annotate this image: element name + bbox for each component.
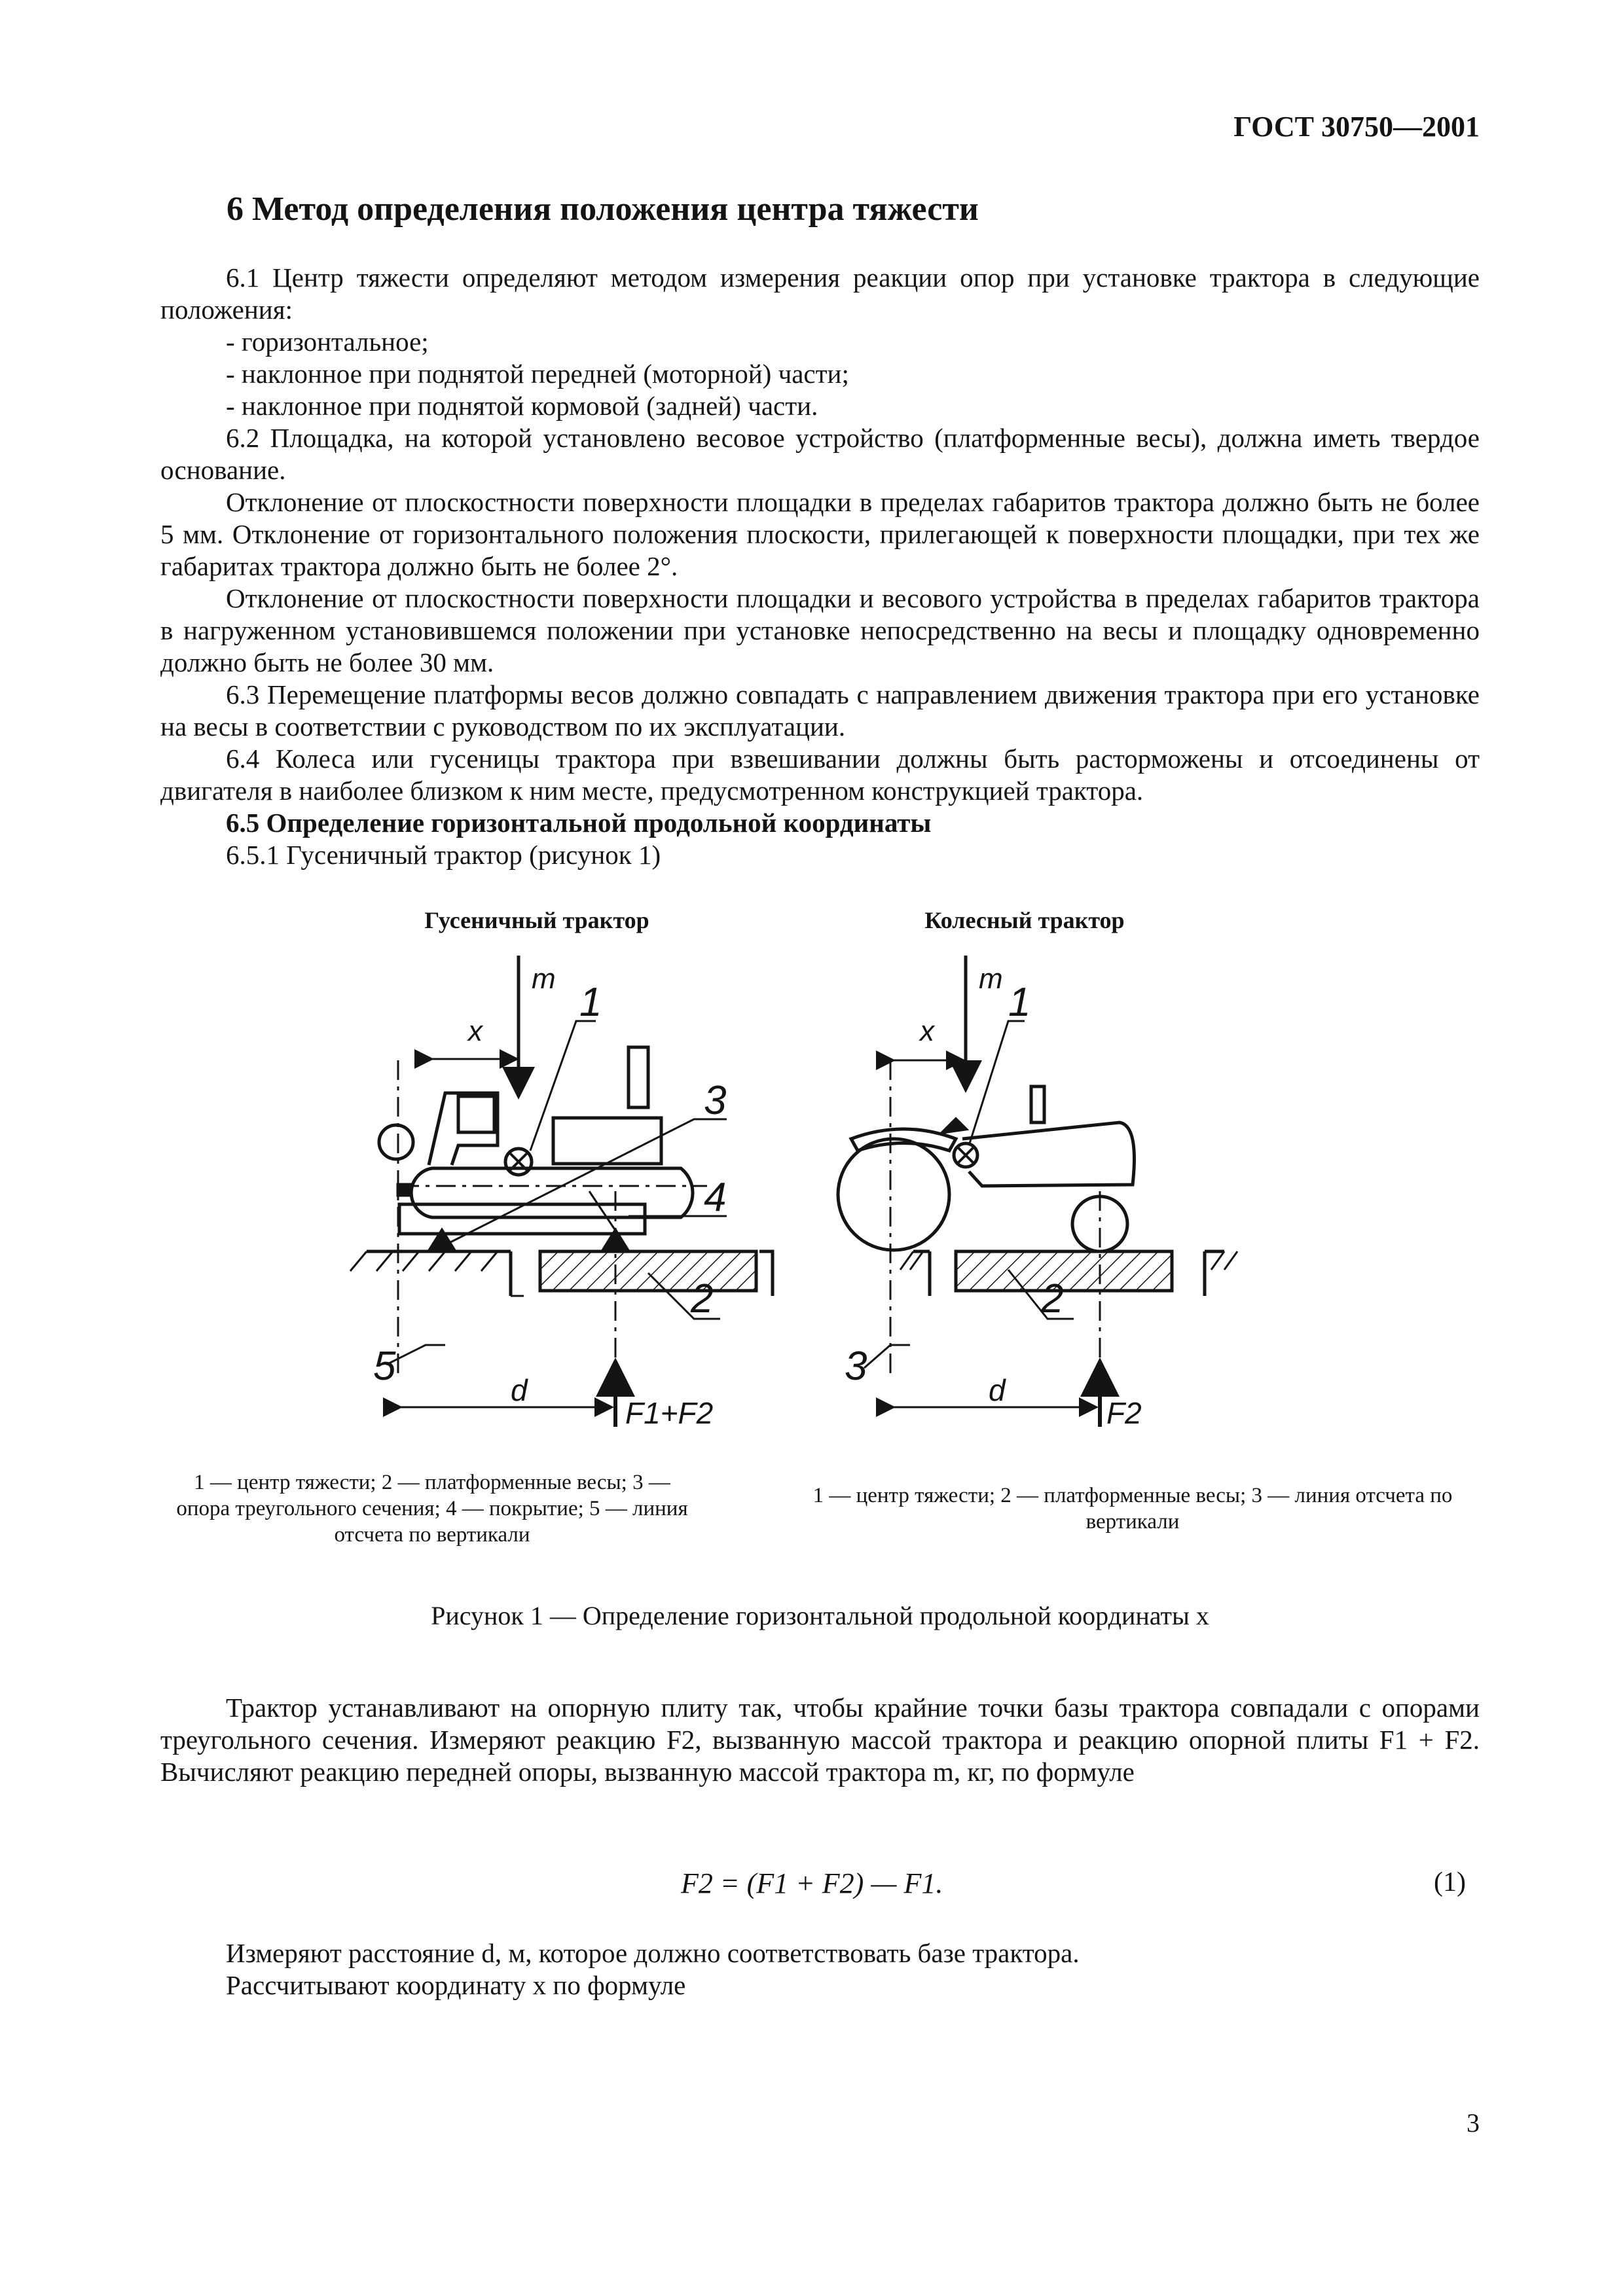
paragraph-after-figure: Трактор устанавливают на опорную плиту так, чтобы крайние точки базы трактора совпадали с опорами треугольного сечения. Измеряют реакцию F2, вызванную массой трактора и реакцию опорной плиты F1 + F2. Вычисляют реакцию передней опоры, вызванную массой трактора m, кг, по формуле: [160, 1693, 1480, 1787]
subsection-6-5-title: 6.5 Определение горизонтальной продольной координаты: [226, 808, 932, 838]
paragraph-6-2: 6.2 Площадка, на которой установлено весовое устройство (платформенные весы), должна иметь твердое основание.: [160, 423, 1480, 485]
rear-wheel: [379, 1125, 413, 1159]
label-x: x: [468, 1015, 483, 1047]
formula-number: (1): [1434, 1867, 1466, 1897]
body-text-final: [160, 1937, 1480, 2001]
figure-right-title: Колесный трактор: [924, 907, 1125, 933]
figure-1-drawing: [0, 942, 1623, 1453]
label-m: m: [532, 963, 556, 995]
label-3: 3: [704, 1078, 727, 1123]
crawler-body: [411, 1168, 693, 1217]
tractor-hood: [962, 1122, 1135, 1186]
label-3: 3: [845, 1344, 867, 1389]
paragraph-6-4: 6.4 Колеса или гусеницы трактора при взвешивании должны быть расторможены и отсоединены от двигателя в наиболее близком к ним месте, предусмотренном конструкцией трактора.: [160, 744, 1480, 806]
paragraph-6-5-1: 6.5.1 Гусеничный трактор (рисунок 1): [226, 840, 661, 870]
label-d: d: [511, 1373, 528, 1407]
body-text-lower: [160, 1692, 1480, 1788]
section-title: 6 Метод определения положения центра тяжести: [227, 190, 979, 228]
rear-wheel: [838, 1139, 949, 1250]
paragraph-6-2-c: Отклонение от плоскостности поверхности площадки и весового устройства в пределах габаритов трактора в нагруженном установившемся положении при установке непосредственно на весы и площадку одновременно должно быть не более 30 мм.: [160, 583, 1480, 677]
formula-1: F2 = (F1 + F2) — F1.: [681, 1867, 943, 1899]
wheeled-tractor-diagram: [838, 956, 1237, 1427]
platform-scales: [540, 1251, 756, 1291]
page-number: 3: [1467, 2108, 1480, 2138]
platform-scales: [956, 1251, 1172, 1291]
label-f1-f2: F1+F2: [625, 1396, 714, 1430]
label-f2: F2: [1106, 1396, 1142, 1430]
label-m: m: [979, 963, 1003, 995]
document-code: ГОСТ 30750—2001: [1233, 111, 1480, 143]
label-x: x: [920, 1015, 934, 1047]
list-item: - наклонное при поднятой кормовой (задней) части.: [226, 391, 818, 421]
engine-hood: [553, 1118, 661, 1164]
label-1: 1: [1008, 980, 1031, 1025]
label-2: 2: [691, 1276, 714, 1321]
figure-right-legend: 1 — центр тяжести; 2 — платформенные весы; 3 — линия отсчета по вертикали: [812, 1484, 1453, 1534]
label-2: 2: [1041, 1276, 1064, 1321]
crawler-labels: [373, 963, 726, 1430]
label-1: 1: [579, 980, 602, 1025]
exhaust-pipe: [1031, 1086, 1044, 1122]
body-text-upper: [160, 262, 1480, 871]
paragraph-measure-d: Измеряют расстояние d, м, которое должно соответствовать базе трактора.: [226, 1938, 1080, 1968]
label-d: d: [989, 1373, 1006, 1407]
list-item: - горизонтальное;: [226, 327, 429, 357]
paragraph-6-3: 6.3 Перемещение платформы весов должно совпадать с направлением движения трактора при его установке на весы в соответствии с руководством по их эксплуатации.: [160, 679, 1480, 742]
exhaust-pipe: [629, 1047, 648, 1107]
label-4: 4: [704, 1175, 727, 1220]
paragraph-6-1: 6.1 Центр тяжести определяют методом измерения реакции опор при установке трактора в следующие положения:: [160, 262, 1480, 325]
paragraph-6-2-b: Отклонение от плоскостности поверхности площадки в пределах габаритов трактора должно быть не более 5 мм. Отклонение от горизонтального положения плоскости, прилегающей к поверхности площадки, при тех же габаритах трактора должно быть не более 2°.: [160, 487, 1480, 581]
cab: [429, 1093, 498, 1165]
paragraph-calc-x: Рассчитывают координату x по формуле: [226, 1970, 686, 2000]
figure-left-legend: 1 — центр тяжести; 2 — платформенные весы; 3 — опора треугольного сечения; 4 — покрытие; 5 — линия отсчета по вертикали: [176, 1471, 688, 1547]
figure-left-title: Гусеничный трактор: [424, 907, 649, 933]
list-item: - наклонное при поднятой передней (моторной) части;: [226, 359, 849, 389]
figure-caption: Рисунок 1 — Определение горизонтальной продольной координаты x: [431, 1601, 1209, 1630]
label-5: 5: [373, 1344, 396, 1389]
